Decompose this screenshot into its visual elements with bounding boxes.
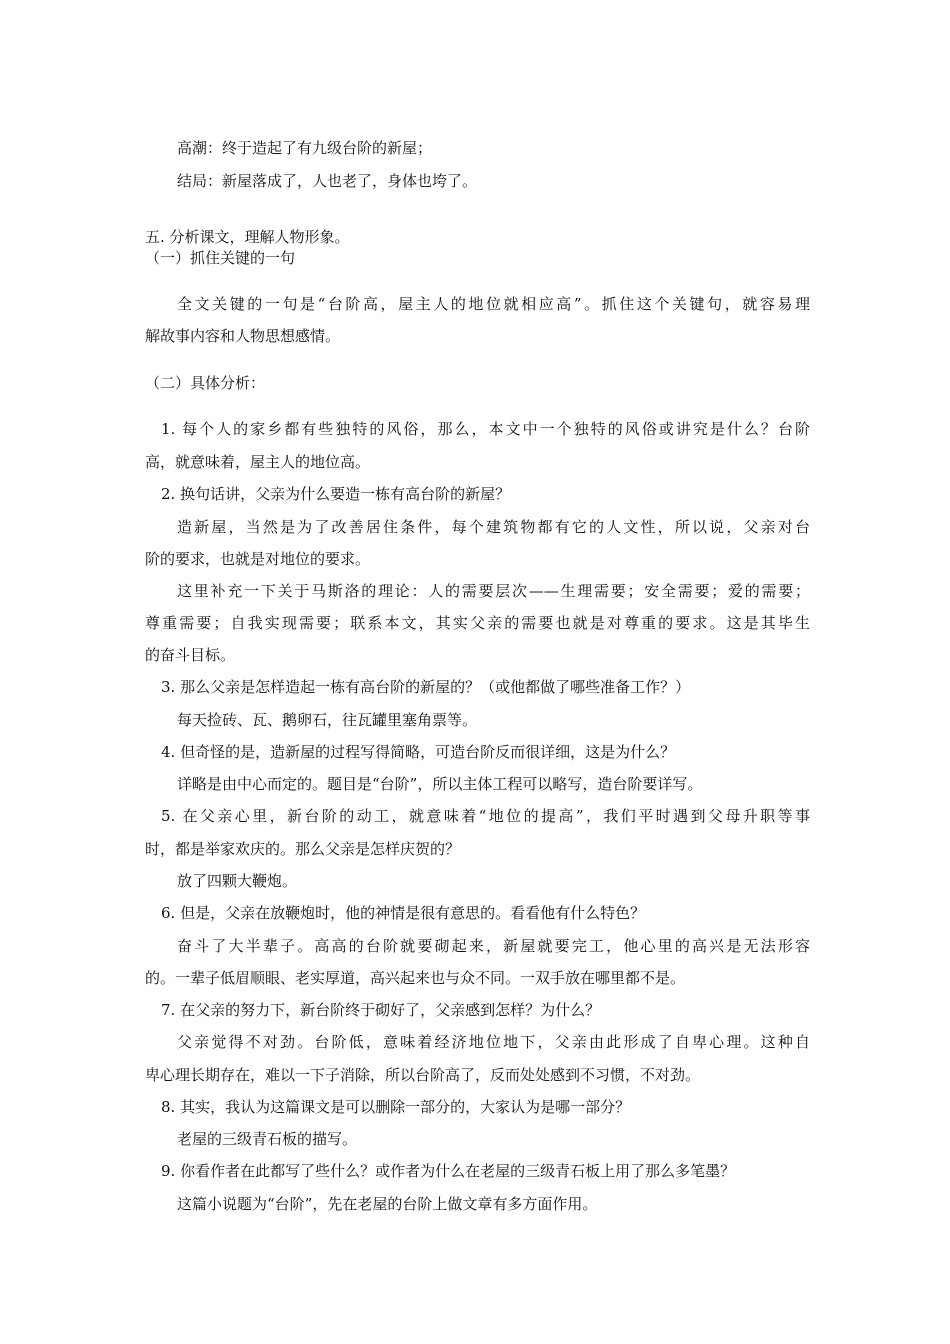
paragraph-line: 全文关键的一句是“台阶高，屋主人的地位就相应高”。抓住这个关键句，就容易理 [177,295,810,313]
question-8: 8. 其实，我认为这篇课文是可以删除一部分的，大家认为是哪一部分？ [161,1098,631,1116]
section-heading-5: 五. 分析课文，理解人物形象。 [145,228,350,246]
question-7: 7. 在父亲的努力下，新台阶终于砌好了，父亲感到怎样？为什么？ [161,1001,601,1019]
question-5: 5. 在父亲心里，新台阶的动工，就意味着“地位的提高”，我们平时遇到父母升职等事 [161,807,810,825]
question-3: 3. 那么父亲是怎样造起一栋有高台阶的新屋的？（或他都做了哪些准备工作？） [161,678,691,696]
answer-line: 造新屋，当然是为了改善居住条件，每个建筑物都有它的人文性，所以说，父亲对台 [177,518,810,536]
answer-line: 这篇小说题为“台阶”，先在老屋的台阶上做文章有多方面作用。 [177,1195,598,1213]
answer-line: 的。一辈子低眉顺眼、老实厚道，高兴起来也与众不同。一双手放在哪里都不是。 [145,969,686,987]
answer-line: 高，就意味着，屋主人的地位高。 [145,453,371,471]
answer-line: 卑心理长期存在，难以一下子消除，所以台阶高了，反而处处感到不习惯，不对劲。 [145,1066,701,1084]
outline-ending: 结局：新屋落成了，人也老了，身体也垮了。 [177,172,478,190]
answer-line: 时，都是举家欢庆的。那么父亲是怎样庆贺的？ [145,840,461,858]
answer-line: 老屋的三级青石板的描写。 [177,1130,358,1148]
question-6: 6. 但是，父亲在放鞭炮时，他的神情是很有意思的。看看他有什么特色？ [161,904,646,922]
outline-climax: 高潮：终于造起了有九级台阶的新屋； [177,139,433,157]
answer-line: 的奋斗目标。 [145,646,236,664]
paragraph-line: 解故事内容和人物思想感情。 [145,327,341,345]
subsection-heading-2: （二）具体分析： [145,374,266,392]
question-1: 1. 每个人的家乡都有些独特的风俗，那么，本文中一个独特的风俗或讲究是什么？台阶 [161,420,810,438]
answer-line: 放了四颗大鞭炮。 [177,872,298,890]
subsection-heading-1: （一）抓住关键的一句 [145,249,296,267]
question-2: 2. 换句话讲，父亲为什么要造一栋有高台阶的新屋？ [161,485,511,503]
answer-line: 尊重需要；自我实现需要；联系本文，其实父亲的需要也就是对尊重的要求。这是其毕生 [145,614,810,632]
answer-line: 奋斗了大半辈子。高高的台阶就要砌起来，新屋就要完工，他心里的高兴是无法形容 [177,937,810,955]
answer-line: 详略是由中心而定的。题目是“台阶”，所以主体工程可以略写，造台阶要详写。 [177,775,703,793]
question-4: 4. 但奇怪的是，造新屋的过程写得简略，可造台阶反而很详细，这是为什么？ [161,743,676,761]
answer-line: 这里补充一下关于马斯洛的理论：人的需要层次——生理需要；安全需要；爱的需要； [177,582,810,600]
answer-line: 父亲觉得不对劲。台阶低，意味着经济地位地下，父亲由此形成了自卑心理。这种自 [177,1033,810,1051]
answer-line: 阶的要求，也就是对地位的要求。 [145,550,371,568]
answer-line: 每天捡砖、瓦、鹅卵石，往瓦罐里塞角票等。 [177,711,478,729]
question-9: 9. 你看作者在此都写了些什么？或作者为什么在老屋的三级青石板上用了那么多笔墨？ [161,1162,736,1180]
